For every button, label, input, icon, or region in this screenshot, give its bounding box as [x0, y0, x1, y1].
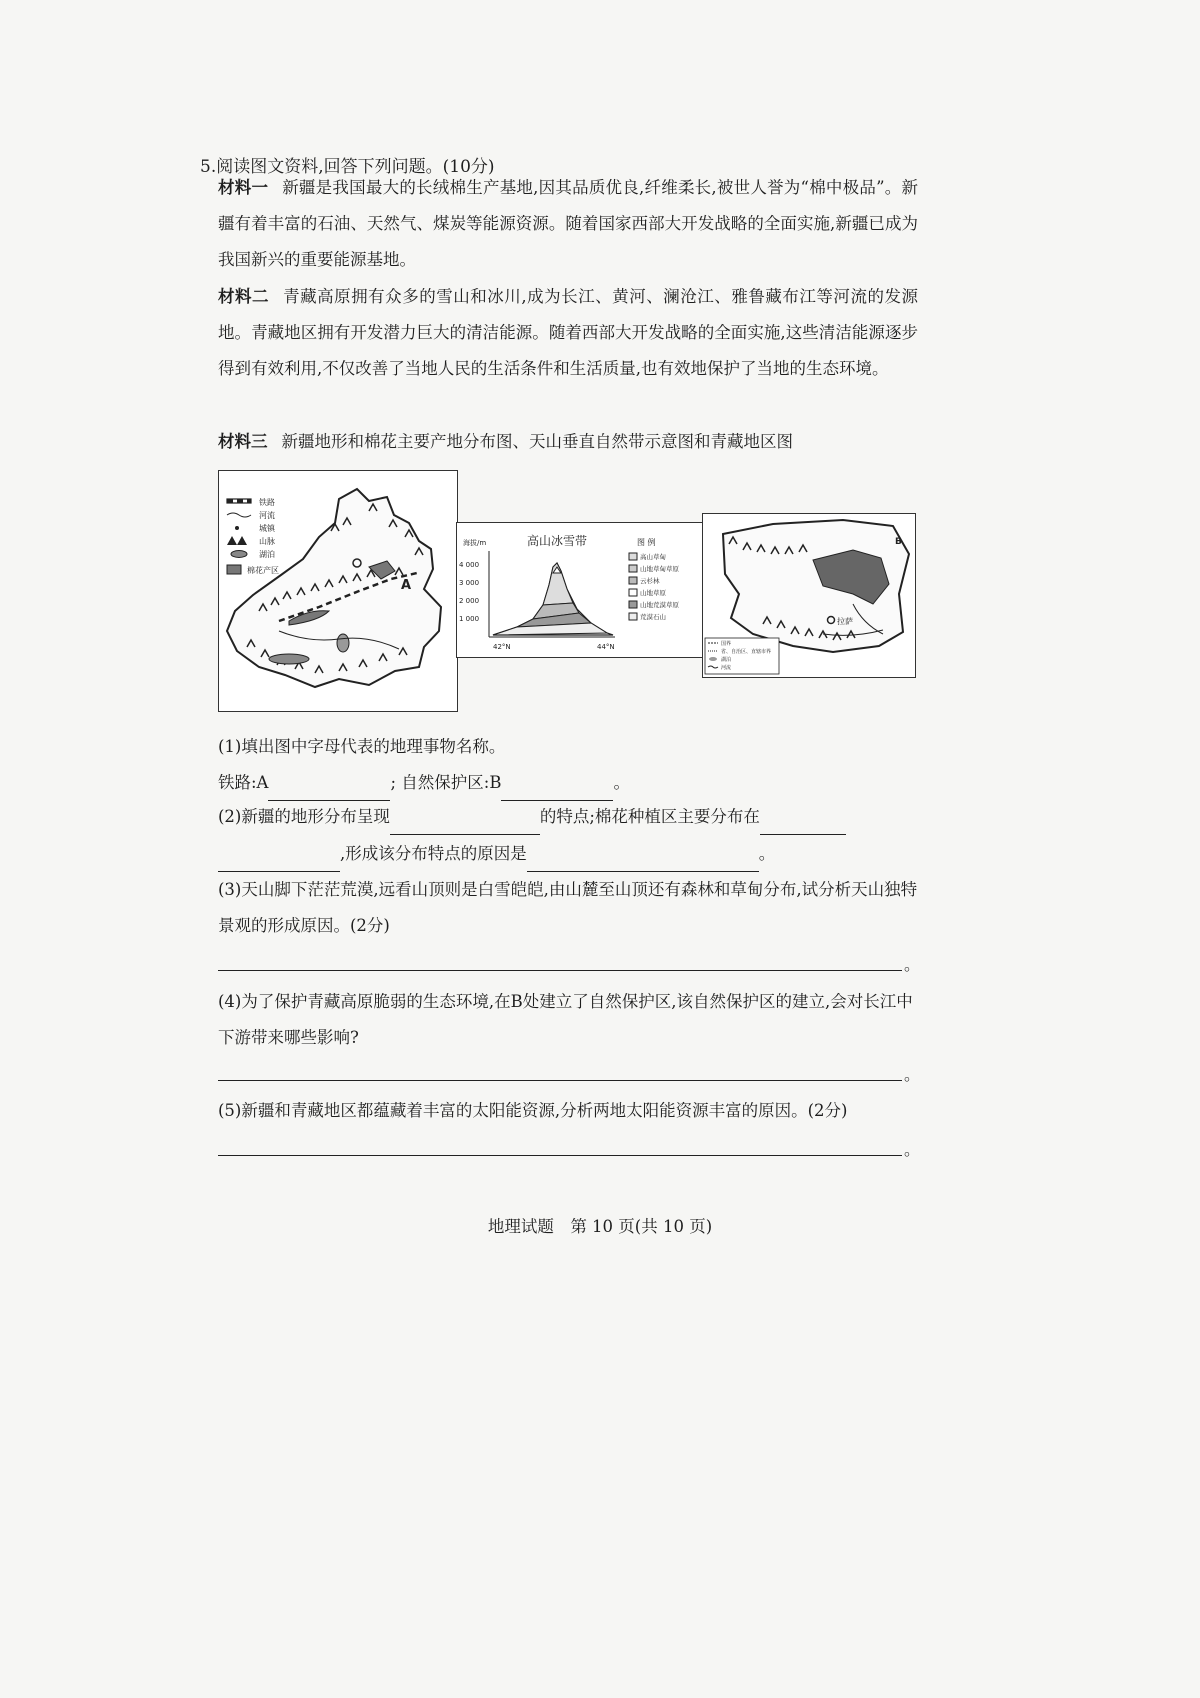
xinjiang-map-legend: [227, 497, 279, 575]
terrain-pattern-blank[interactable]: [390, 814, 540, 835]
answer-line-4[interactable]: [218, 1080, 902, 1081]
x-tick: 44°N: [597, 643, 615, 651]
end-mark: 。: [904, 1065, 921, 1084]
q2-text: (2)新疆的地形分布呈现: [218, 807, 390, 826]
material-one: [218, 170, 918, 278]
page-footer: 地理试题 第 10 页(共 10 页): [487, 1217, 713, 1236]
svg-text:云杉林: 云杉林: [640, 577, 660, 585]
material-label: 材料二: [218, 287, 270, 306]
diagram-title: 高山冰雪带: [527, 534, 588, 548]
city-label: 拉萨: [837, 617, 853, 626]
point-b-label: B: [895, 537, 902, 547]
y-tick: 2 000: [459, 597, 480, 605]
svg-text:山地草原: 山地草原: [640, 589, 666, 597]
material-label: 材料一: [218, 178, 269, 197]
end-mark: 。: [904, 955, 921, 974]
cotton-area-blank-cont[interactable]: [218, 851, 340, 872]
subquestion-5: (5)新疆和青藏地区都蕴藏着丰富的太阳能资源,分析两地太阳能资源丰富的原因。(2分): [218, 1101, 848, 1120]
subquestion-1-answers: [218, 765, 918, 801]
lake: [337, 634, 349, 652]
x-tick: 42°N: [493, 643, 511, 651]
svg-text:国界: 国界: [721, 641, 732, 647]
svg-text:山地草甸草原: 山地草甸草原: [640, 565, 679, 573]
legend-town: 城镇: [259, 524, 275, 533]
legend-railway: 铁路: [259, 498, 275, 507]
material-text: 青藏高原拥有众多的雪山和冰川,成为长江、黄河、澜沧江、雅鲁藏布江等河流的发源地。青藏地区拥有开发潜力巨大的清洁能源。随着西部大开发战略的全面实施,这些清洁能源逐步得到有效利用,不仅改善了当地人民的生活条件和生活质量,也有效地保护了当地的生态环境。: [218, 287, 919, 378]
svg-text:荒漠石山: 荒漠石山: [640, 613, 666, 621]
xinjiang-terrain-map: [218, 470, 458, 712]
svg-text:省、自治区、直辖市界: 省、自治区、直辖市界: [721, 649, 772, 655]
subquestion-1: (1)填出图中字母代表的地理事物名称。: [218, 737, 506, 756]
subquestion-4: (4)为了保护青藏高原脆弱的生态环境,在B处建立了自然保护区,该自然保护区的建立,会对长江中下游带来哪些影响?: [218, 992, 913, 1047]
y-tick: 3 000: [459, 579, 480, 587]
material-three: [218, 424, 918, 460]
end-mark: 。: [904, 1140, 921, 1159]
svg-text:高山草甸: 高山草甸: [640, 553, 666, 561]
material-label: 材料三: [218, 432, 268, 451]
q2-text: ,形成该分布特点的原因是: [340, 844, 527, 863]
railway-answer-blank[interactable]: [268, 780, 390, 801]
legend-mountain: 山脉: [259, 537, 275, 546]
end-mark: 。: [758, 844, 776, 863]
legend-river: 河流: [259, 511, 275, 520]
question-title: 5.阅读图文资料,回答下列问题。(10分): [200, 157, 495, 177]
material-text: 新疆地形和棉花主要产地分布图、天山垂直自然带示意图和青藏地区图: [281, 432, 793, 451]
point-a-label: A: [401, 578, 412, 593]
tianshan-legend: [629, 552, 680, 621]
svg-text:山地荒漠草原: 山地荒漠草原: [640, 601, 679, 609]
lake: [269, 654, 309, 664]
legend-title: 图 例: [637, 538, 656, 547]
y-axis-label: 海拔/m: [463, 539, 487, 547]
svg-text:湖泊: 湖泊: [721, 657, 732, 663]
subquestion-3: (3)天山脚下茫茫荒漠,远看山顶则是白雪皑皑,由山麓至山顶还有森林和草甸分布,试分析天山独特景观的形成原因。(2分): [218, 880, 918, 935]
reserve-label: ; 自然保护区:B: [390, 773, 502, 792]
railway-label: 铁路:A: [218, 773, 269, 792]
reason-blank[interactable]: [527, 851, 759, 872]
q2-text: 的特点;棉花种植区主要分布在: [539, 807, 760, 826]
reserve-answer-blank[interactable]: [501, 780, 613, 801]
y-tick: 1 000: [459, 615, 480, 623]
tianshan-vertical-zone-diagram: [456, 522, 704, 658]
end-mark: 。: [613, 773, 630, 792]
qingzang-legend: [705, 638, 779, 674]
qingzang-region-map: [702, 513, 916, 678]
legend-lake: 湖泊: [259, 550, 275, 559]
answer-line-5[interactable]: [218, 1155, 902, 1156]
y-tick: 4 000: [459, 561, 480, 569]
subquestion-2: [218, 799, 918, 835]
material-two: [218, 279, 918, 387]
material-text: 新疆是我国最大的长绒棉生产基地,因其品质优良,纤维柔长,被世人誉为“棉中极品”。新疆有着丰富的石油、天然气、煤炭等能源资源。随着国家西部大开发战略的全面实施,新疆已成为我国新兴的重要能源基地。: [218, 178, 919, 269]
legend-cotton: 棉花产区: [247, 566, 279, 575]
subquestion-2-cont: [218, 836, 918, 872]
cotton-area-blank[interactable]: [760, 814, 846, 835]
svg-text:河流: 河流: [721, 665, 732, 671]
answer-line-3[interactable]: [218, 970, 902, 971]
